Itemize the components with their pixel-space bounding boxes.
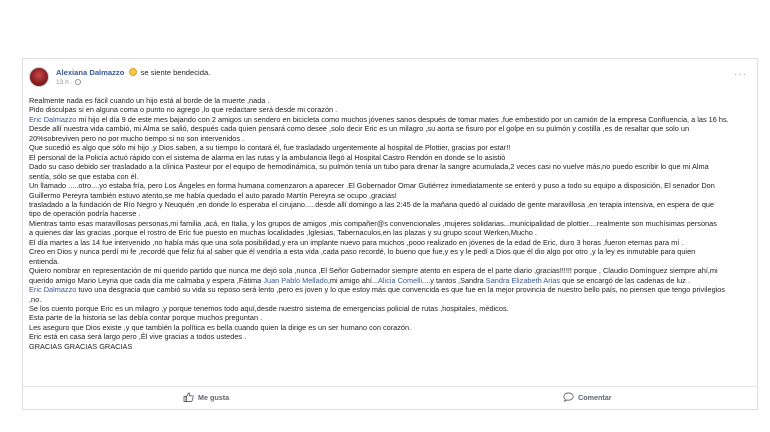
mention-link[interactable]: Juan Pablo Mellado	[263, 275, 328, 285]
post-line: El día martes a las 14 fue intervenido ,no había más que una sola posibilidad,y era un implante nuevo para muchos ,pooo realizado en jóvenes de la edad de Eric, duro 3 horas ,fueron eternas para mí .	[29, 237, 684, 247]
like-button[interactable]	[183, 392, 229, 402]
post-line: Realmente nada es fácil cuando un hijo está al borde de la muerte ,nada .	[29, 96, 270, 105]
like-label: Me gusta	[198, 393, 230, 402]
post-line-text: tuvo una desgracia que cambió su vida su reposo será lento ,pero es joven y lo que estoy más que convencida es que fue en la mejor provincia de nuestro bello país, no piensen que tengo privilegios	[76, 285, 726, 295]
post-line: entienda.	[29, 256, 60, 266]
post-line: Que sucedió es algo que sólo mi hijo ,y Dios saben, a su tiempo lo contará él, fue trasladado urgentemente al hospital de Plottier, gracias por estar!!	[29, 143, 511, 153]
post-line-text: ,mi amigo ahí...	[327, 275, 379, 285]
comment-bubble-icon	[563, 392, 574, 402]
post-line: trasladado a la fundación de Río Negro y Neuquén ,en donde lo esperaba el cirujano.....desde allí domingo a las 2:45 de la mañana quedó al cuidado de gente maravillosa ,en terapia intensiva, en espera de que	[29, 199, 715, 209]
post-line: sentía, sólo se que estaba con él.	[29, 171, 139, 181]
avatar[interactable]	[29, 67, 49, 87]
post-line: Pido disculpas si en alguna coma o punto no agrego ,lo que redactare será desde mi corazón .	[29, 105, 338, 115]
post-line: tipo de operación podría hacerse .	[29, 209, 141, 219]
post-body	[29, 96, 749, 351]
post-meta: 13 h ·	[56, 79, 81, 86]
post-line: Un llamado .....otro....yo estaba fría, pero Los Ángeles en forma humana comenzaron a aparecer .El Gobernador Omar Gutiérrez inmediatamente se enteró y puso a todo su equipo a disposición, El senador Don	[29, 181, 715, 191]
post-line: 20%sobreviven pero no por mucho tiempo si no son intervenidos .	[29, 133, 245, 143]
post-line: Mientras tanto esas maravillosas personas,mi familia ,acá, en Italia, y los grupos de amigos ,mis compañer@s convencionales ,mujeres solidarias...municipalidad de plottier....realmente son muchísimas personas	[29, 218, 717, 228]
post-line: Eric está en casa será largo pero ,Él vive gracias a todos ustedes .	[29, 332, 247, 342]
like-thumb-icon	[183, 392, 194, 402]
feeling-text: se siente bendecida.	[140, 68, 211, 77]
post-line-text: que se encargó de las cadenas de luz .	[560, 275, 690, 285]
post-line: GRACIAS GRACIAS GRACIAS	[29, 341, 133, 351]
post-line-text: querido amigo Mario Leyria que cada día me calmaba y espera ,Fátima	[29, 275, 264, 285]
post-actions-bar	[23, 386, 757, 409]
post-line: Les aseguro que Dios existe ,y que también la política es bella cuando quien la dirige es un ser humano con corazón.	[29, 322, 412, 332]
globe-icon	[75, 79, 81, 85]
comment-button[interactable]	[563, 392, 612, 402]
author-name[interactable]: Alexiana Dalmazzo	[56, 68, 125, 77]
post-line: a quienes dar las gracias ,porque el rostro de Eric fue puesto en muchas localidades ,Iglesias, Tabernaculos,en las plazas y su grupo scout Werken,Mucho .	[29, 228, 537, 238]
post-line: Dado su caso debido ser trasladado a la clínica Pasteur por el equipo de hemodinámica, su pulmón tenía un tubo para drenar la sangre acumulada,2 veces casi no vuelve más,no puedo escribir lo que mi Alma	[29, 162, 709, 172]
post-line: El personal de la Policía actuó rápido con el sistema de alarma en las rutas y la ambulancia llegó al Hospital Castro Rendón en donde se lo asistió	[29, 152, 506, 162]
post-line: Quiero nombrar en representación de mi querido partido que nunca me dejó sola ,nunca ,El Señor Gobernador siempre atento en espera de el parte diario ,gracias!!!!!! porque , Claudio Domínguez siempre ahí,mi	[29, 266, 718, 276]
comment-label: Comentar	[578, 393, 612, 402]
post-header	[29, 67, 751, 93]
mention-link[interactable]: Eric Dalmazzo	[29, 285, 77, 295]
post-line: Se los cuento porque Eric es un milagro ,y porque tenemos todo aquí,desde nuestro sistema de emergencias policial de rutas ,hospitales, médicos.	[29, 303, 509, 313]
post-line: Guillermo Pereyra también estuvo atento,se me había quedado el auto parado Martín Pereyra se ocupo ,gracias!	[29, 190, 397, 200]
name-line	[56, 68, 210, 77]
mention-link[interactable]: Alicia Comelli	[378, 275, 423, 285]
mention-link[interactable]: Sandra Elizabeth Arias	[485, 275, 561, 285]
post-line-text: ....y tantos ,Sandra	[422, 275, 486, 285]
more-options-icon[interactable]: ···	[734, 69, 747, 80]
facebook-post-card	[22, 58, 758, 410]
post-line	[29, 115, 749, 124]
mention-link[interactable]: Eric Dalmazzo	[29, 114, 77, 124]
post-line-text: mi hijo el día 9 de este mes bajando con 2 amigos un sendero en bicicleta como muchos jóvenes sanos después de tomar mates ,fue embestido por un camión de la empresa Confluencia, a las 16 hs.	[76, 114, 729, 124]
post-line: Desde allí nuestra vida cambió, mi Alma se salió, después cada quien pensará como desee ,solo decir Eric es un milagro ,su aorta se fisuro por el golpe en su pulmón y costilla ,es de resaltar que solo un	[29, 124, 690, 134]
post-line: ,no.	[29, 294, 42, 304]
post-line	[29, 285, 749, 294]
post-line: Creo en Dios y nunca perdí mi fe ,recordé que feliz fui al saber que él vendría a esta vida ,cada paso recordé, lo bueno que fue,y es y le pedí a Dios que él dio algo por otro ,y la ley es inmutable para quien	[29, 247, 696, 257]
feeling-emoji-icon	[129, 68, 137, 76]
post-line	[29, 276, 749, 285]
post-time[interactable]: 13 h	[56, 79, 69, 86]
post-line: Esta parte de la historia se las debía contar porque muchos preguntan .	[29, 313, 263, 323]
